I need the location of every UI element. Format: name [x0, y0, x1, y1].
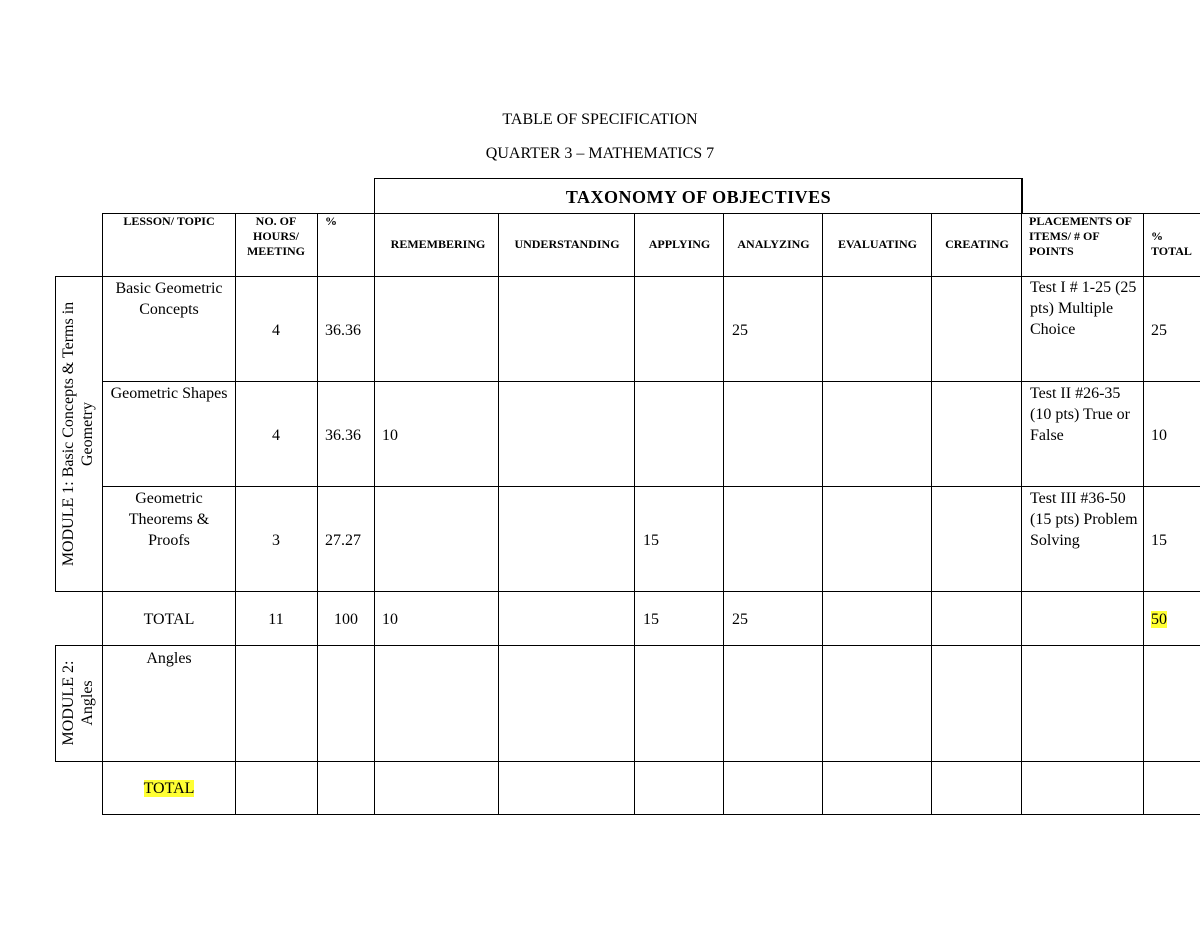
row-3-percent: 27.27 [325, 532, 361, 549]
total-row-percent: 100 [334, 611, 358, 628]
header-understanding: UNDERSTANDING [514, 237, 620, 251]
row-2-total: 10 [1151, 427, 1167, 444]
header-analyzing: ANALYZING [737, 237, 810, 251]
row-2-remembering: 10 [382, 427, 398, 444]
total-row-applying: 15 [643, 611, 659, 628]
module-1-label: MODULE 1: Basic Concepts & Terms in Geometry [60, 301, 96, 567]
row-1-topic: Basic Geometric Concepts [115, 280, 223, 318]
header-evaluating: EVALUATING [838, 237, 917, 251]
row-2-hours: 4 [272, 427, 280, 444]
header-total-percent: % TOTAL [1151, 229, 1192, 258]
row-1-total: 25 [1151, 322, 1167, 339]
header-creating: CREATING [945, 237, 1009, 251]
total-row-hours: 11 [268, 611, 284, 628]
document-title: TABLE OF SPECIFICATION [502, 111, 698, 128]
row-1-percent: 36.36 [325, 322, 361, 339]
row-3-total: 15 [1151, 532, 1167, 549]
total-row-analyzing: 25 [732, 611, 748, 628]
document-subtitle: QUARTER 3 – MATHEMATICS 7 [485, 145, 715, 162]
total-row-label: TOTAL [143, 611, 195, 628]
header-placements: PLACEMENTS OF ITEMS/ # OF POINTS [1029, 214, 1132, 258]
row-1-hours: 4 [272, 322, 280, 339]
row-1-analyzing: 25 [732, 322, 748, 339]
final-total-wrap [106, 778, 232, 799]
final-total-label: TOTAL [143, 780, 195, 797]
module-2-topic: Angles [146, 650, 192, 667]
header-percent: % [325, 214, 337, 228]
row-1-placement: Test I # 1-25 (25 pts) Multiple Choice [1030, 279, 1137, 338]
row-3-hours: 3 [272, 532, 280, 549]
row-2-topic: Geometric Shapes [110, 385, 228, 402]
header-applying: APPLYING [648, 237, 711, 251]
module-2-label: MODULE 2: Angles [60, 660, 96, 746]
module-2-label-cell [56, 646, 102, 761]
total-row-remembering: 10 [382, 611, 398, 628]
row-3-placement: Test III #36-50 (15 pts) Problem Solving [1030, 490, 1138, 549]
row-3-topic: Geometric Theorems & Proofs [128, 490, 210, 549]
total-row-total: 50 [1151, 611, 1167, 628]
row-2-percent: 36.36 [325, 427, 361, 444]
row-2-placement: Test II #26-35 (10 pts) True or False [1030, 385, 1131, 444]
taxonomy-header: TAXONOMY OF OBJECTIVES [374, 178, 1023, 214]
total-row-total-wrap [1151, 609, 1167, 630]
header-hours: NO. OF HOURS/ MEETING [246, 214, 305, 258]
module-1-label-cell [56, 277, 102, 591]
row-3-applying: 15 [643, 532, 659, 549]
header-remembering: REMEMBERING [390, 237, 486, 251]
header-lesson: LESSON/ TOPIC [123, 214, 215, 228]
